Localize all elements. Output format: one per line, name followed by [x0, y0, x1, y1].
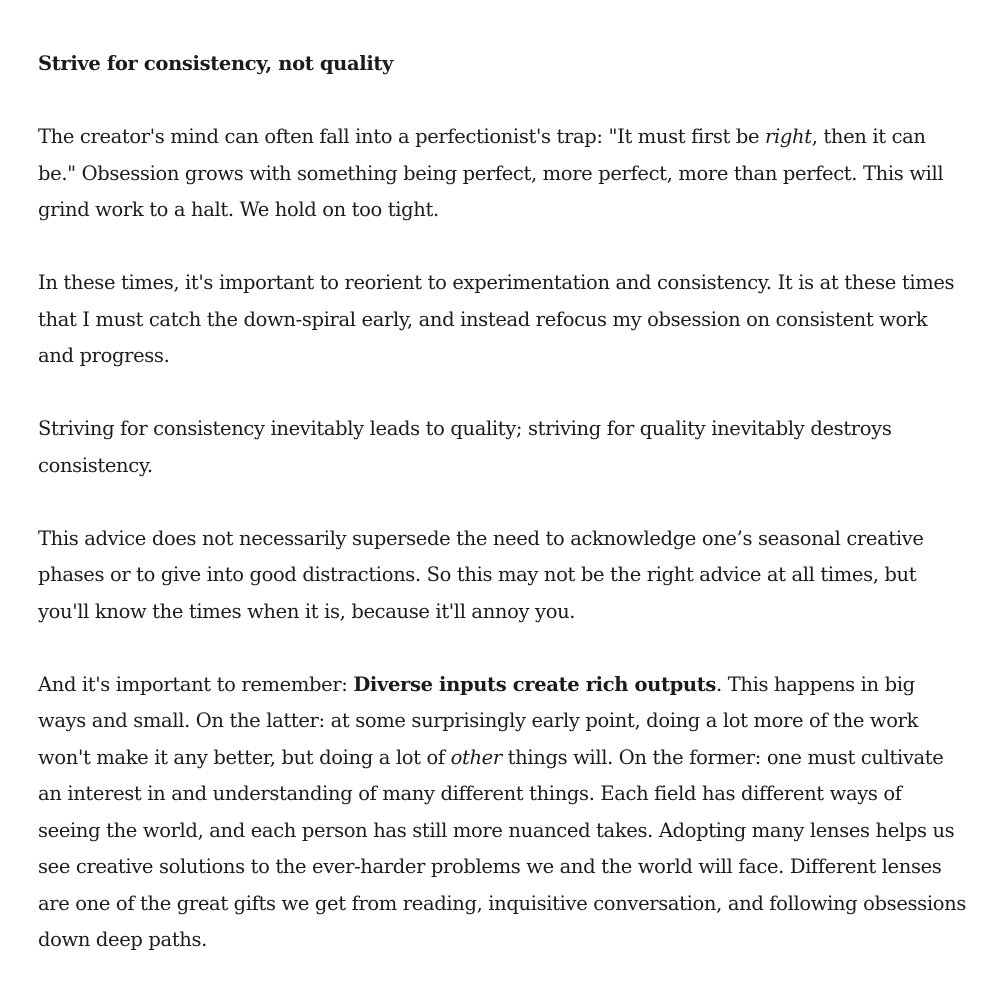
paragraph-text: , then it can be." Obsession grows with something being perfect, more perfect, more than perfect. This will grind work to a halt. We hold on too tight. — [38, 125, 944, 221]
bold-diverse-inputs: Diverse inputs create rich outputs — [353, 672, 717, 696]
paragraph-advice-caveat: This advice does not necessarily supersede the need to acknowledge one’s seasonal creative phases or to give into good distractions. So this may not be the right advice at all times, but you'll know the times when it is, because it'll annoy you. — [38, 526, 924, 623]
paragraph-consistency-quality: Striving for consistency inevitably leads to quality; striving for quality inevitably destroys consistency. — [38, 417, 892, 477]
article — [38, 46, 968, 959]
paragraph-text: things will. On the former: one must cultivate an interest in and understanding of many different things. Each field has different ways of seeing the world, and each person has still more nuanced takes. Adopting many lenses helps us see creative solutions to the ever-harder problems we and the world will face. Different lenses are one of the great gifts we get from reading, inquisitive conversation, and following obsessions down deep paths. — [38, 745, 966, 951]
emphasis-right: right — [765, 125, 812, 148]
paragraph-text: . This happens in big ways and small. On the latter: at some surprisingly early point, doing a lot more of the work won't make it any better, but doing a lot of — [38, 672, 919, 769]
paragraph-diverse-inputs — [38, 667, 968, 959]
paragraph-text: The creator's mind can often fall into a perfectionist's trap: "It must first be — [38, 125, 766, 148]
paragraph-perfectionist-trap — [38, 119, 968, 229]
article-title: Strive for consistency, not quality — [38, 52, 394, 75]
paragraph-text: And it's important to remember: — [38, 672, 354, 696]
paragraph-reorient: In these times, it's important to reorient to experimentation and consistency. It is at these times that I must catch the down-spiral early, and instead refocus my obsession on consistent work and progress. — [38, 271, 955, 367]
emphasis-other: other — [450, 745, 502, 769]
